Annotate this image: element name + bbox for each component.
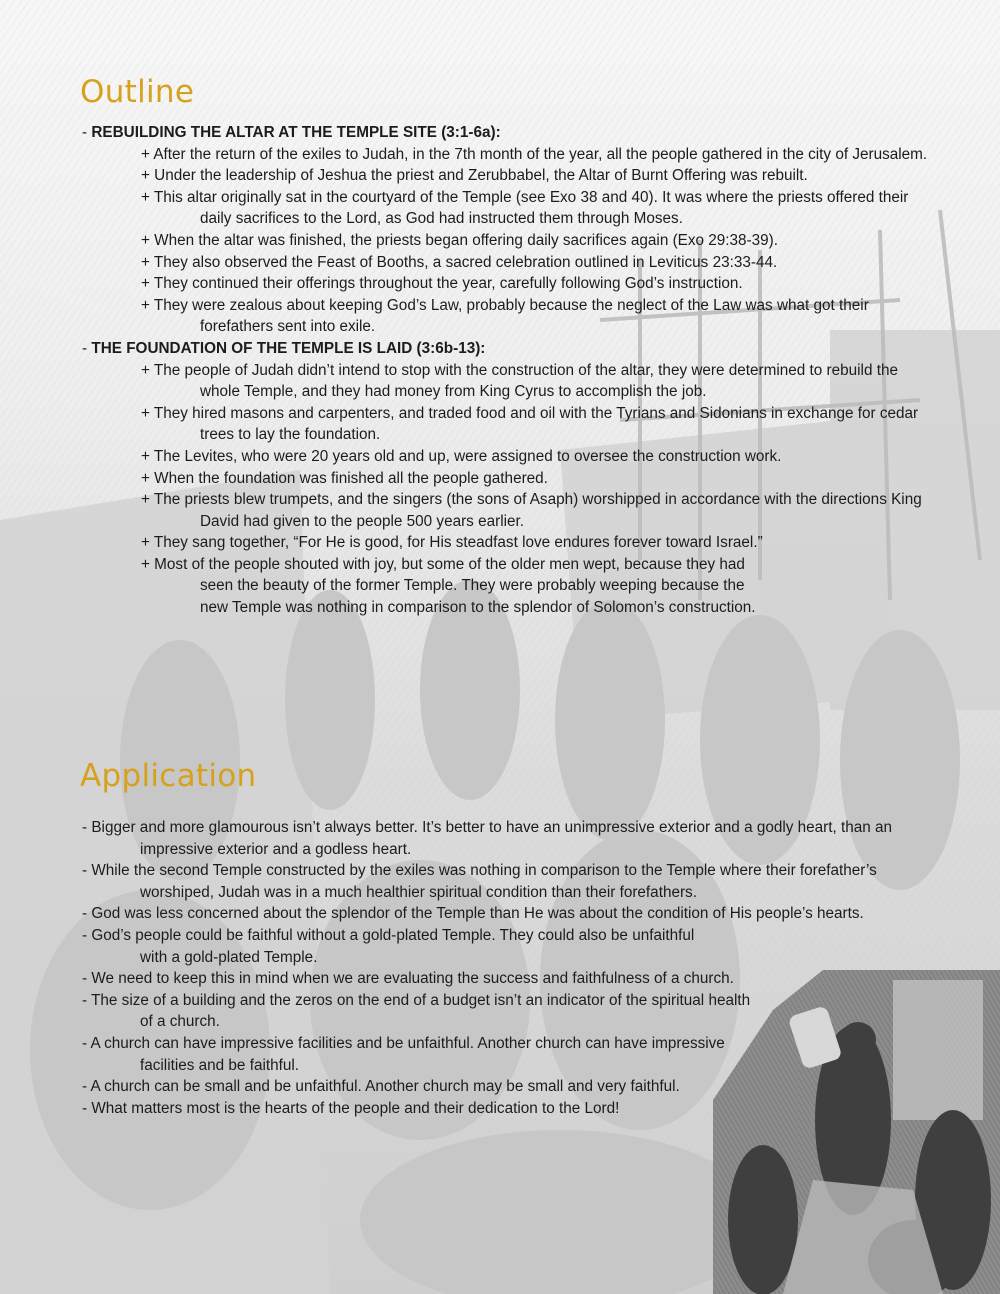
outline-list (82, 122, 932, 619)
outline-section (82, 338, 932, 619)
list-item: - Bigger and more glamourous isn’t always better. It’s better to have an unimpressive exterior and a godly heart, than an impressive exterior and a godless heart. (82, 819, 893, 858)
list-item: + When the foundation was finished all the people gathered. (141, 469, 548, 487)
list-item: - God’s people could be faithful without a gold-plated Temple. They could also be unfaithful with a gold-plated Temple. (82, 926, 695, 966)
list-item: + Under the leadership of Jeshua the priest and Zerubbabel, the Altar of Burnt Offering was rebuilt. (141, 167, 808, 185)
list-item: - God was less concerned about the splendor of the Temple than He was about the condition of His people’s hearts. (82, 905, 864, 923)
outline-section (82, 122, 932, 338)
list-item: + When the altar was finished, the priests began offering daily sacrifices again (Exo 29:38-39). (141, 231, 779, 249)
list-item: + They hired masons and carpenters, and traded food and oil with the Tyrians and Sidonians in exchange for cedar trees to lay the foundation. (141, 404, 919, 444)
section-heading: REBUILDING THE ALTAR AT THE TEMPLE SITE (3:1-6a): (91, 124, 501, 141)
list-item: + The priests blew trumpets, and the singers (the sons of Asaph) worshipped in accordance with the directions King David had given to the people 500 years earlier. (141, 491, 922, 530)
list-item: + They sang together, “For He is good, for His steadfast love endures forever toward Israel.” (141, 534, 763, 552)
list-item: - The size of a building and the zeros on the end of a budget isn’t an indicator of the spiritual health of a church. (82, 991, 751, 1031)
list-item: - While the second Temple constructed by the exiles was nothing in comparison to the Temple where their forefather’s worshiped, Judah was in a much healthier spiritual condition than their forefathers. (82, 862, 877, 901)
section-items (82, 144, 932, 338)
list-item: + They continued their offerings throughout the year, carefully following God’s instruction. (141, 275, 743, 293)
outline-heading: Outline (80, 74, 195, 110)
section-items (82, 360, 932, 619)
list-item: + After the return of the exiles to Judah, in the 7th month of the year, all the people gathered in the city of Jerusalem. (141, 145, 928, 163)
list-item: - We need to keep this in mind when we are evaluating the success and faithfulness of a church. (82, 970, 734, 988)
list-item: + The Levites, who were 20 years old and up, were assigned to oversee the construction work. (141, 447, 782, 465)
list-item: - What matters most is the hearts of the people and their dedication to the Lord! (82, 1099, 620, 1117)
section-dash: - (82, 124, 92, 141)
application-heading: Application (80, 758, 257, 794)
list-item: + They were zealous about keeping God’s Law, probably because the neglect of the Law was what got their forefathers sent into exile. (141, 296, 869, 336)
list-item: - A church can be small and be unfaithful. Another church may be small and very faithful. (82, 1078, 680, 1096)
list-item: + Most of the people shouted with joy, but some of the older men wept, because they had seen the beauty of the former Temple. They were probably weeping because the new Temple was nothing in comparison to the splendor of Solomon’s construction. (141, 555, 756, 617)
list-item: + This altar originally sat in the courtyard of the Temple (see Exo 38 and 40). It was where the priests offered their daily sacrifices to the Lord, as God had instructed them through Moses. (141, 188, 909, 228)
application-list (82, 817, 912, 1119)
list-item: - A church can have impressive facilities and be unfaithful. Another church can have impressive facilities and be faithful. (82, 1034, 725, 1074)
list-item: + The people of Judah didn’t intend to stop with the construction of the altar, they were determined to rebuild the whole Temple, and they had money from King Cyrus to accomplish the job. (141, 361, 898, 401)
section-dash: - (82, 339, 92, 357)
section-heading: THE FOUNDATION OF THE TEMPLE IS LAID (3:6b-13): (91, 339, 486, 357)
list-item: + They also observed the Feast of Booths, a sacred celebration outlined in Leviticus 23:33-44. (141, 253, 778, 271)
